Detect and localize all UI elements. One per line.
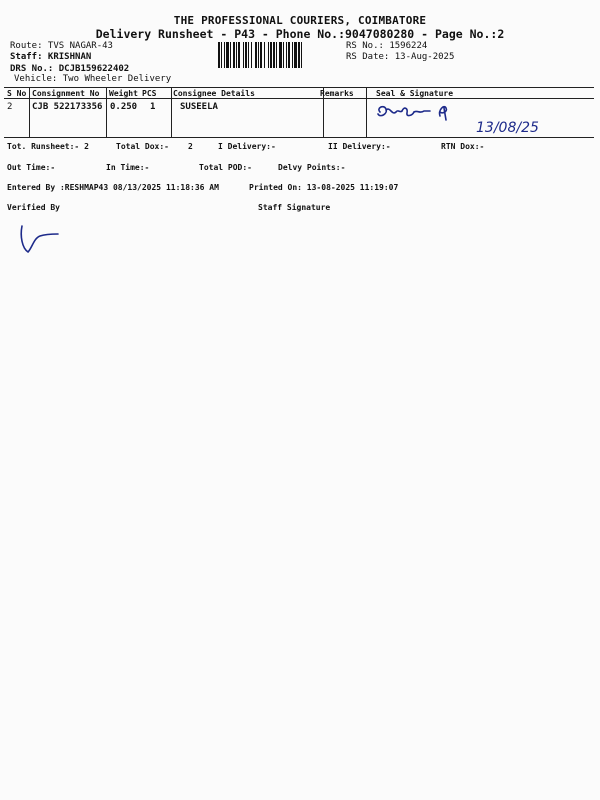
header-sno: S No [7, 89, 27, 98]
route-text: Route: TVS NAGAR-43 [10, 41, 113, 51]
staff-signature-label: Staff Signature [258, 203, 331, 212]
runsheet-title: Delivery Runsheet - P43 - Phone No.:9047080280 - Page No.:2 [95, 27, 505, 41]
printed-on: Printed On: 13-08-2025 11:19:07 [249, 183, 399, 192]
in-time: In Time:- [106, 163, 150, 172]
drs-number: DRS No.: DCJB159622402 [10, 64, 130, 74]
company-title: THE PROFESSIONAL COURIERS, COIMBATORE [173, 14, 427, 27]
tot-runsheet: Tot. Runsheet:- 2 [7, 142, 89, 151]
rs-number: RS No.: 1596224 [346, 41, 428, 51]
table-col-divider [366, 87, 367, 137]
barcode [218, 42, 338, 68]
header-consignee-details: Consignee Details [173, 89, 255, 98]
total-dox-value: 2 [188, 142, 193, 151]
handwritten-date-text: 13/08/25 [476, 120, 539, 136]
out-time: Out Time:- [7, 163, 56, 172]
row-sno: 2 [7, 102, 13, 112]
table-col-divider [171, 87, 172, 137]
staff-text: Staff: KRISHNAN [10, 52, 92, 62]
row-consignment-no: CJB 522173356 [32, 102, 103, 112]
rtn-dox: RTN Dox:- [441, 142, 485, 151]
delvy-points: Delvy Points:- [278, 163, 346, 172]
row-pcs: 1 [150, 102, 156, 112]
verified-by-label: Verified By [7, 203, 60, 212]
rs-date: RS Date: 13-Aug-2025 [346, 52, 455, 62]
verifier-signature-icon [14, 222, 64, 256]
row-weight: 0.250 [110, 102, 138, 112]
header-remarks: Remarks [320, 89, 354, 98]
header-weight: Weight [109, 89, 138, 98]
table-col-divider [29, 87, 30, 137]
ii-delivery: II Delivery:- [328, 142, 391, 151]
header-pcs: PCS [142, 89, 157, 98]
total-pod: Total POD:- [199, 163, 252, 172]
i-delivery: I Delivery:- [218, 142, 276, 151]
total-dox-label: Total Dox:- [116, 142, 169, 151]
entered-by: Entered By :RESHMAP43 08/13/2025 11:18:36 AM [7, 183, 219, 192]
table-top-border [4, 87, 594, 88]
vehicle-text: Vehicle: Two Wheeler Delivery [14, 74, 172, 84]
header-seal-signature: Seal & Signature [376, 89, 454, 98]
row-consignee: SUSEELA [180, 102, 218, 112]
handwritten-date [472, 114, 572, 140]
table-header-border [4, 98, 594, 99]
table-col-divider [106, 87, 107, 137]
header-consignment-no: Consignment No [32, 89, 100, 98]
consignee-signature-icon [374, 100, 464, 126]
